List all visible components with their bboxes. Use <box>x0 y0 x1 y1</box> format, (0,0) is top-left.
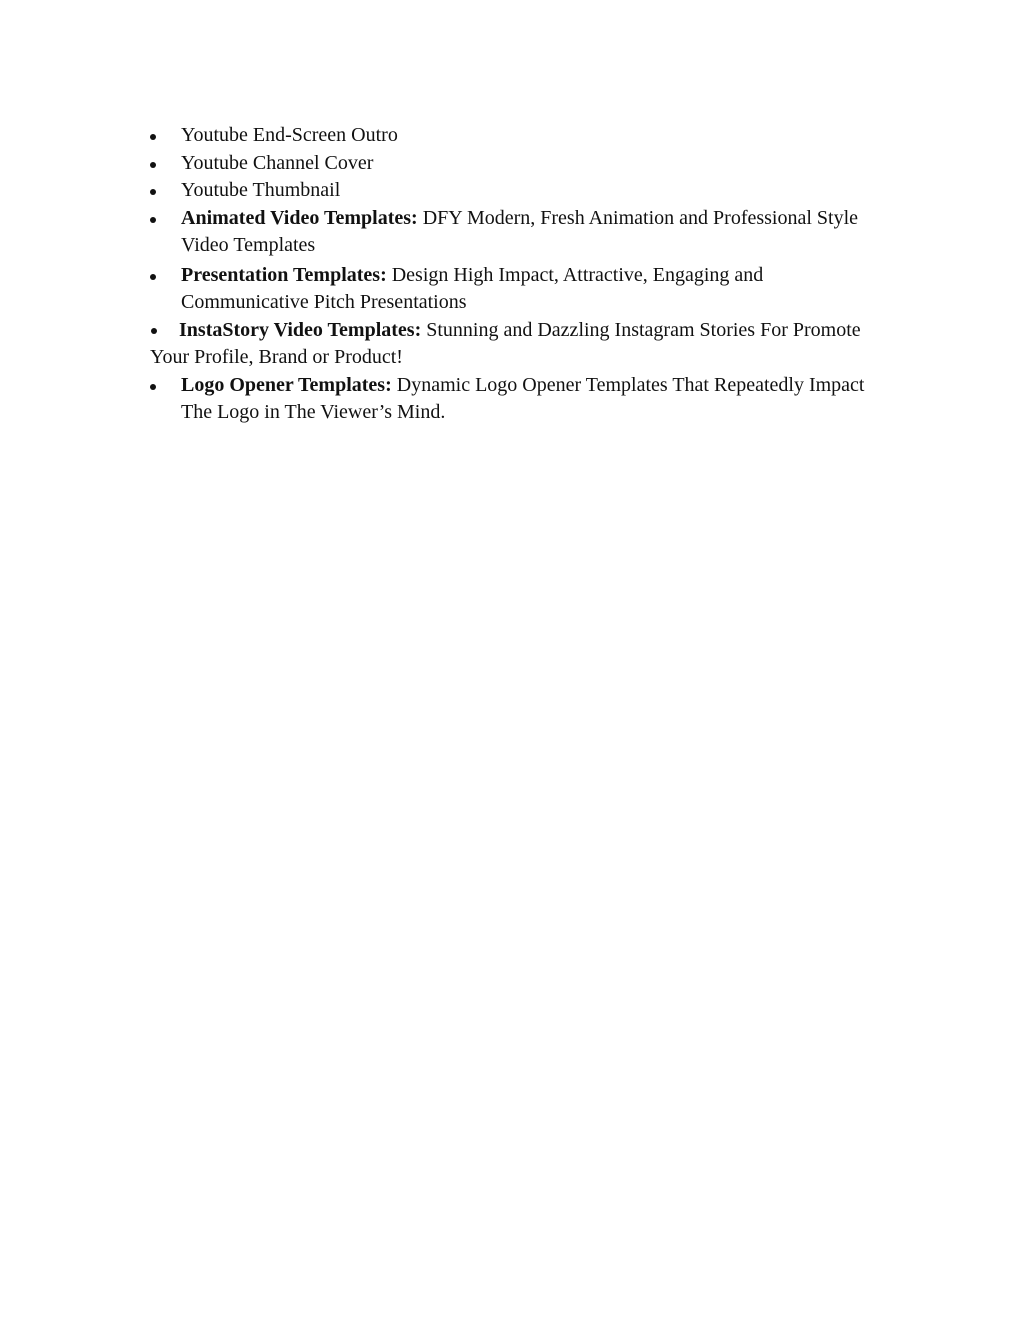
list-item <box>150 372 880 427</box>
list-item-text: Dynamic Logo Opener Templates That Repeatedly Impact The Logo in The Viewer’s Mind. <box>181 373 865 423</box>
bullet-icon <box>150 384 156 390</box>
list-item-title: Presentation Templates: <box>181 263 387 286</box>
list-item-text: Youtube End-Screen Outro <box>181 124 398 146</box>
list-item-text: Youtube Thumbnail <box>181 179 341 201</box>
list-item <box>150 205 880 260</box>
list-item <box>150 177 880 205</box>
bullet-list <box>150 122 880 427</box>
list-item <box>150 262 880 317</box>
list-item-text: Youtube Channel Cover <box>181 151 374 174</box>
list-item-text: DFY Modern, Fresh Animation and Professional Style Video Templates <box>181 206 859 256</box>
bullet-icon <box>150 189 156 195</box>
list-item <box>150 150 880 178</box>
bullet-icon <box>150 217 156 223</box>
bullet-icon <box>150 274 156 280</box>
list-item-title: InstaStory Video Templates: <box>179 318 422 341</box>
list-item-text: Stunning and Dazzling Instagram Stories For Promote Your Profile, Brand or Product! <box>150 318 861 368</box>
bullet-icon <box>151 328 157 334</box>
list-item-title: Logo Opener Templates: <box>181 373 392 396</box>
list-item <box>150 122 880 150</box>
list-item-title: Animated Video Templates: <box>181 206 418 229</box>
bullet-icon <box>150 134 156 140</box>
list-item <box>150 317 880 372</box>
bullet-icon <box>150 162 156 168</box>
list-item-text: Design High Impact, Attractive, Engaging and Communicative Pitch Presentations <box>181 263 764 313</box>
